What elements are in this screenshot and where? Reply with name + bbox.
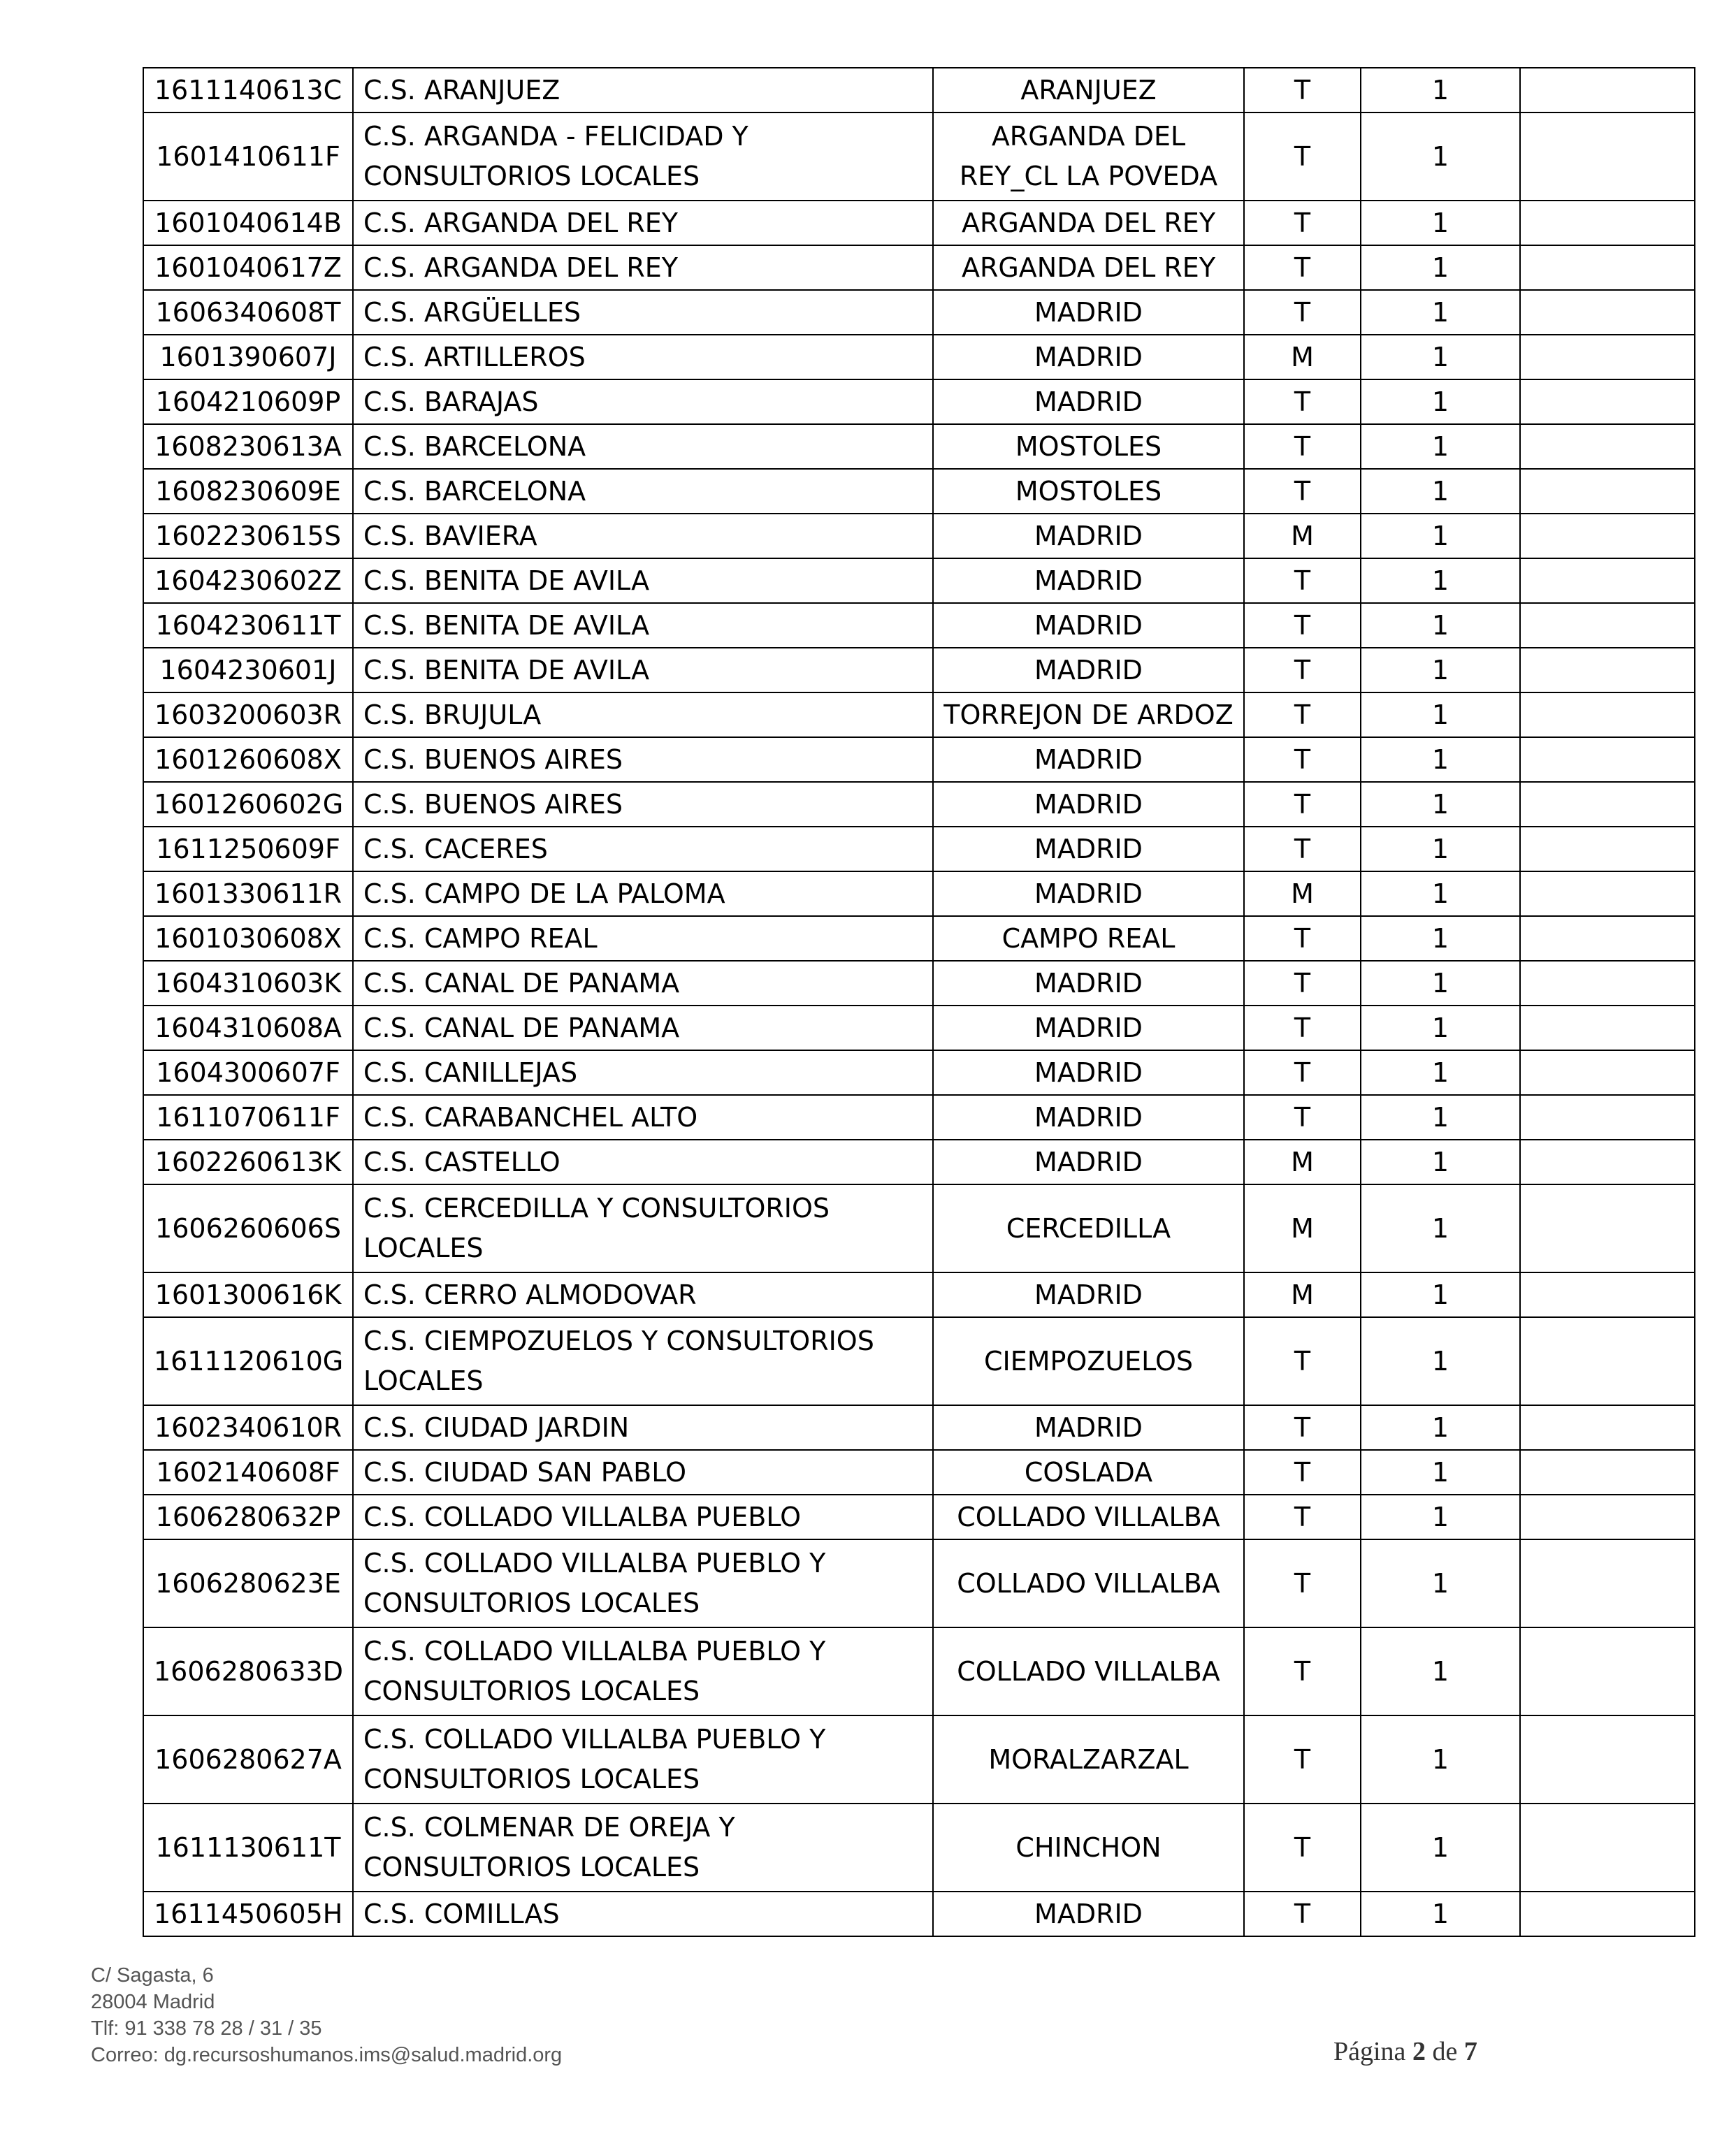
cell-plazas: 1 (1361, 201, 1520, 245)
cell-codigo: 1604300607F (143, 1050, 353, 1095)
cell-extra (1520, 1450, 1695, 1495)
cell-codigo: 1601040617Z (143, 245, 353, 290)
cell-centro: C.S. CANAL DE PANAMA (353, 1006, 933, 1050)
cell-extra (1520, 827, 1695, 871)
cell-turno: T (1244, 1539, 1361, 1627)
cell-centro: C.S. COLLADO VILLALBA PUEBLO Y CONSULTORIOS LOCALES (353, 1715, 933, 1804)
cell-plazas: 1 (1361, 1006, 1520, 1050)
cell-turno: T (1244, 1317, 1361, 1405)
table-row (143, 201, 1695, 245)
cell-localidad: MADRID (933, 1272, 1244, 1317)
cell-localidad: MADRID (933, 871, 1244, 916)
cell-turno: M (1244, 1272, 1361, 1317)
table-row (143, 1317, 1695, 1405)
cell-localidad: ARGANDA DEL REY (933, 201, 1244, 245)
cell-plazas: 1 (1361, 424, 1520, 469)
cell-plazas: 1 (1361, 1495, 1520, 1539)
cell-codigo: 1602260613K (143, 1140, 353, 1184)
table-row (143, 648, 1695, 692)
cell-localidad: CAMPO REAL (933, 916, 1244, 961)
cell-turno: T (1244, 961, 1361, 1006)
cell-extra (1520, 916, 1695, 961)
cell-localidad: MADRID (933, 1006, 1244, 1050)
footer-address-city: 28004 Madrid (91, 1991, 215, 2013)
cell-localidad: MADRID (933, 1892, 1244, 1936)
table-row (143, 916, 1695, 961)
cell-localidad: CIEMPOZUELOS (933, 1317, 1244, 1405)
cell-plazas: 1 (1361, 1627, 1520, 1715)
cell-turno: M (1244, 514, 1361, 558)
cell-extra (1520, 1804, 1695, 1892)
cell-codigo: 1601390607J (143, 335, 353, 379)
cell-turno: T (1244, 1804, 1361, 1892)
cell-extra (1520, 379, 1695, 424)
cell-plazas: 1 (1361, 68, 1520, 113)
cell-localidad: MADRID (933, 335, 1244, 379)
cell-localidad: MADRID (933, 1405, 1244, 1450)
cell-localidad: MORALZARZAL (933, 1715, 1244, 1804)
cell-extra (1520, 1272, 1695, 1317)
cell-turno: T (1244, 692, 1361, 737)
cell-plazas: 1 (1361, 1715, 1520, 1804)
cell-localidad: MADRID (933, 737, 1244, 782)
cell-centro: C.S. CASTELLO (353, 1140, 933, 1184)
cell-extra (1520, 68, 1695, 113)
cell-codigo: 1601040614B (143, 201, 353, 245)
cell-localidad: MADRID (933, 558, 1244, 603)
cell-localidad: COSLADA (933, 1450, 1244, 1495)
cell-extra (1520, 201, 1695, 245)
cell-codigo: 1601030608X (143, 916, 353, 961)
cell-centro: C.S. CACERES (353, 827, 933, 871)
cell-codigo: 1606280623E (143, 1539, 353, 1627)
cell-codigo: 1606340608T (143, 290, 353, 335)
cell-codigo: 1611450605H (143, 1892, 353, 1936)
cell-extra (1520, 290, 1695, 335)
table-row (143, 1892, 1695, 1936)
cell-plazas: 1 (1361, 1317, 1520, 1405)
table-row (143, 1627, 1695, 1715)
cell-codigo: 1602230615S (143, 514, 353, 558)
cell-localidad: COLLADO VILLALBA (933, 1627, 1244, 1715)
cell-plazas: 1 (1361, 871, 1520, 916)
cell-plazas: 1 (1361, 961, 1520, 1006)
cell-extra (1520, 1006, 1695, 1050)
table-row (143, 68, 1695, 113)
cell-centro: C.S. COLMENAR DE OREJA Y CONSULTORIOS LOCALES (353, 1804, 933, 1892)
cell-extra (1520, 424, 1695, 469)
cell-centro: C.S. BUENOS AIRES (353, 737, 933, 782)
cell-extra (1520, 113, 1695, 201)
table-row (143, 379, 1695, 424)
table-row (143, 1095, 1695, 1140)
table-row (143, 827, 1695, 871)
cell-localidad: MADRID (933, 782, 1244, 827)
cell-centro: C.S. ARGÜELLES (353, 290, 933, 335)
cell-codigo: 1611250609F (143, 827, 353, 871)
cell-centro: C.S. CANILLEJAS (353, 1050, 933, 1095)
cell-codigo: 1606280627A (143, 1715, 353, 1804)
cell-centro: C.S. CAMPO DE LA PALOMA (353, 871, 933, 916)
cell-turno: T (1244, 469, 1361, 514)
cell-extra (1520, 1140, 1695, 1184)
cell-plazas: 1 (1361, 113, 1520, 201)
table-row (143, 1715, 1695, 1804)
cell-turno: M (1244, 1140, 1361, 1184)
cell-turno: T (1244, 113, 1361, 201)
cell-localidad: TORREJON DE ARDOZ (933, 692, 1244, 737)
cell-centro: C.S. COLLADO VILLALBA PUEBLO (353, 1495, 933, 1539)
cell-codigo: 1601300616K (143, 1272, 353, 1317)
cell-turno: T (1244, 1050, 1361, 1095)
cell-plazas: 1 (1361, 737, 1520, 782)
cell-turno: T (1244, 603, 1361, 648)
cell-codigo: 1604230601J (143, 648, 353, 692)
cell-extra (1520, 1627, 1695, 1715)
cell-extra (1520, 1715, 1695, 1804)
cell-plazas: 1 (1361, 290, 1520, 335)
plazas-table (143, 67, 1695, 1937)
cell-centro: C.S. BENITA DE AVILA (353, 603, 933, 648)
table-row (143, 692, 1695, 737)
cell-codigo: 1611120610G (143, 1317, 353, 1405)
cell-codigo: 1611070611F (143, 1095, 353, 1140)
cell-centro: C.S. ARTILLEROS (353, 335, 933, 379)
cell-centro: C.S. CERCEDILLA Y CONSULTORIOS LOCALES (353, 1184, 933, 1272)
cell-turno: T (1244, 1450, 1361, 1495)
table-row (143, 603, 1695, 648)
cell-centro: C.S. BAVIERA (353, 514, 933, 558)
cell-centro: C.S. BARCELONA (353, 469, 933, 514)
cell-plazas: 1 (1361, 1450, 1520, 1495)
cell-localidad: MADRID (933, 1095, 1244, 1140)
cell-centro: C.S. ARANJUEZ (353, 68, 933, 113)
table-row (143, 245, 1695, 290)
table-row (143, 1450, 1695, 1495)
cell-plazas: 1 (1361, 782, 1520, 827)
table-row (143, 1539, 1695, 1627)
table-row (143, 1184, 1695, 1272)
cell-turno: T (1244, 782, 1361, 827)
footer-address-street: C/ Sagasta, 6 (91, 1964, 214, 1987)
cell-localidad: MADRID (933, 379, 1244, 424)
cell-plazas: 1 (1361, 1892, 1520, 1936)
cell-centro: C.S. CIEMPOZUELOS Y CONSULTORIOS LOCALES (353, 1317, 933, 1405)
table-row (143, 1272, 1695, 1317)
cell-localidad: MADRID (933, 961, 1244, 1006)
cell-plazas: 1 (1361, 245, 1520, 290)
cell-centro: C.S. CANAL DE PANAMA (353, 961, 933, 1006)
cell-localidad: MADRID (933, 1140, 1244, 1184)
cell-plazas: 1 (1361, 469, 1520, 514)
table-row (143, 782, 1695, 827)
cell-codigo: 1608230613A (143, 424, 353, 469)
cell-extra (1520, 1405, 1695, 1450)
cell-turno: T (1244, 379, 1361, 424)
cell-centro: C.S. BENITA DE AVILA (353, 558, 933, 603)
page-total: 7 (1463, 2037, 1477, 2066)
cell-codigo: 1611140613C (143, 68, 353, 113)
cell-extra (1520, 1892, 1695, 1936)
cell-extra (1520, 514, 1695, 558)
cell-localidad: MADRID (933, 290, 1244, 335)
cell-extra (1520, 1050, 1695, 1095)
cell-plazas: 1 (1361, 1050, 1520, 1095)
page-label: Página (1333, 2037, 1406, 2066)
cell-localidad: CHINCHON (933, 1804, 1244, 1892)
cell-centro: C.S. BARCELONA (353, 424, 933, 469)
cell-codigo: 1608230609E (143, 469, 353, 514)
cell-extra (1520, 961, 1695, 1006)
table-row (143, 1495, 1695, 1539)
cell-turno: T (1244, 1715, 1361, 1804)
cell-centro: C.S. CARABANCHEL ALTO (353, 1095, 933, 1140)
cell-centro: C.S. CERRO ALMODOVAR (353, 1272, 933, 1317)
cell-plazas: 1 (1361, 603, 1520, 648)
table-row (143, 469, 1695, 514)
cell-localidad: ARGANDA DEL REY (933, 245, 1244, 290)
cell-extra (1520, 1095, 1695, 1140)
cell-localidad: COLLADO VILLALBA (933, 1539, 1244, 1627)
cell-centro: C.S. BRUJULA (353, 692, 933, 737)
table-row (143, 1050, 1695, 1095)
table-row (143, 1804, 1695, 1892)
cell-codigo: 1611130611T (143, 1804, 353, 1892)
cell-codigo: 1601260608X (143, 737, 353, 782)
cell-turno: T (1244, 1095, 1361, 1140)
cell-codigo: 1601330611R (143, 871, 353, 916)
cell-localidad: ARGANDA DEL REY_CL LA POVEDA (933, 113, 1244, 201)
cell-plazas: 1 (1361, 1272, 1520, 1317)
cell-extra (1520, 1317, 1695, 1405)
cell-centro: C.S. CIUDAD JARDIN (353, 1405, 933, 1450)
cell-codigo: 1606280633D (143, 1627, 353, 1715)
cell-turno: T (1244, 201, 1361, 245)
cell-extra (1520, 648, 1695, 692)
cell-codigo: 1604230611T (143, 603, 353, 648)
cell-centro: C.S. COLLADO VILLALBA PUEBLO Y CONSULTORIOS LOCALES (353, 1627, 933, 1715)
cell-localidad: MADRID (933, 603, 1244, 648)
cell-codigo: 1606280632P (143, 1495, 353, 1539)
cell-extra (1520, 1539, 1695, 1627)
table-row (143, 335, 1695, 379)
table-row (143, 1140, 1695, 1184)
cell-turno: T (1244, 1495, 1361, 1539)
cell-centro: C.S. ARGANDA DEL REY (353, 201, 933, 245)
table-row (143, 1006, 1695, 1050)
cell-localidad: MADRID (933, 827, 1244, 871)
cell-centro: C.S. BARAJAS (353, 379, 933, 424)
cell-extra (1520, 603, 1695, 648)
cell-turno: T (1244, 424, 1361, 469)
cell-turno: T (1244, 290, 1361, 335)
cell-turno: T (1244, 1006, 1361, 1050)
cell-turno: T (1244, 1627, 1361, 1715)
cell-extra (1520, 245, 1695, 290)
cell-centro: C.S. COLLADO VILLALBA PUEBLO Y CONSULTORIOS LOCALES (353, 1539, 933, 1627)
cell-plazas: 1 (1361, 335, 1520, 379)
table-row (143, 514, 1695, 558)
cell-codigo: 1602140608F (143, 1450, 353, 1495)
cell-codigo: 1603200603R (143, 692, 353, 737)
cell-plazas: 1 (1361, 1184, 1520, 1272)
cell-plazas: 1 (1361, 1095, 1520, 1140)
cell-extra (1520, 737, 1695, 782)
cell-turno: T (1244, 245, 1361, 290)
cell-localidad: MOSTOLES (933, 424, 1244, 469)
cell-turno: T (1244, 827, 1361, 871)
cell-turno: T (1244, 1892, 1361, 1936)
cell-centro: C.S. CAMPO REAL (353, 916, 933, 961)
cell-codigo: 1604210609P (143, 379, 353, 424)
table-row (143, 113, 1695, 201)
cell-codigo: 1601410611F (143, 113, 353, 201)
cell-centro: C.S. BUENOS AIRES (353, 782, 933, 827)
cell-plazas: 1 (1361, 648, 1520, 692)
page-number (1333, 2036, 1477, 2067)
cell-extra (1520, 558, 1695, 603)
cell-codigo: 1604230602Z (143, 558, 353, 603)
footer-contact (91, 1962, 562, 2068)
cell-extra (1520, 692, 1695, 737)
cell-extra (1520, 1184, 1695, 1272)
table-row (143, 961, 1695, 1006)
cell-turno: T (1244, 558, 1361, 603)
cell-codigo: 1604310608A (143, 1006, 353, 1050)
cell-centro: C.S. ARGANDA DEL REY (353, 245, 933, 290)
cell-turno: T (1244, 916, 1361, 961)
footer-phone: Tlf: 91 338 78 28 / 31 / 35 (91, 2017, 322, 2040)
cell-codigo: 1606260606S (143, 1184, 353, 1272)
cell-plazas: 1 (1361, 916, 1520, 961)
cell-turno: M (1244, 1184, 1361, 1272)
cell-localidad: ARANJUEZ (933, 68, 1244, 113)
cell-turno: M (1244, 871, 1361, 916)
cell-extra (1520, 782, 1695, 827)
cell-plazas: 1 (1361, 827, 1520, 871)
cell-turno: M (1244, 335, 1361, 379)
cell-plazas: 1 (1361, 692, 1520, 737)
cell-centro: C.S. ARGANDA - FELICIDAD Y CONSULTORIOS LOCALES (353, 113, 933, 201)
cell-plazas: 1 (1361, 558, 1520, 603)
cell-turno: T (1244, 1405, 1361, 1450)
cell-extra (1520, 335, 1695, 379)
table-row (143, 737, 1695, 782)
cell-localidad: MADRID (933, 1050, 1244, 1095)
plazas-table-body (143, 68, 1695, 1936)
cell-codigo: 1604310603K (143, 961, 353, 1006)
cell-localidad: MADRID (933, 648, 1244, 692)
cell-turno: T (1244, 648, 1361, 692)
cell-extra (1520, 469, 1695, 514)
footer-email: Correo: dg.recursoshumanos.ims@salud.madrid.org (91, 2044, 563, 2066)
cell-localidad: MOSTOLES (933, 469, 1244, 514)
table-row (143, 558, 1695, 603)
cell-localidad: CERCEDILLA (933, 1184, 1244, 1272)
cell-plazas: 1 (1361, 1140, 1520, 1184)
cell-turno: T (1244, 737, 1361, 782)
cell-plazas: 1 (1361, 379, 1520, 424)
table-row (143, 871, 1695, 916)
cell-plazas: 1 (1361, 514, 1520, 558)
cell-extra (1520, 871, 1695, 916)
cell-centro: C.S. CIUDAD SAN PABLO (353, 1450, 933, 1495)
cell-localidad: COLLADO VILLALBA (933, 1495, 1244, 1539)
cell-plazas: 1 (1361, 1539, 1520, 1627)
cell-extra (1520, 1495, 1695, 1539)
cell-plazas: 1 (1361, 1405, 1520, 1450)
cell-codigo: 1601260602G (143, 782, 353, 827)
cell-localidad: MADRID (933, 514, 1244, 558)
table-row (143, 424, 1695, 469)
page-current: 2 (1412, 2037, 1426, 2066)
table-row (143, 290, 1695, 335)
cell-plazas: 1 (1361, 1804, 1520, 1892)
cell-centro: C.S. COMILLAS (353, 1892, 933, 1936)
cell-turno: T (1244, 68, 1361, 113)
page-of: de (1432, 2037, 1458, 2066)
cell-centro: C.S. BENITA DE AVILA (353, 648, 933, 692)
cell-codigo: 1602340610R (143, 1405, 353, 1450)
table-row (143, 1405, 1695, 1450)
